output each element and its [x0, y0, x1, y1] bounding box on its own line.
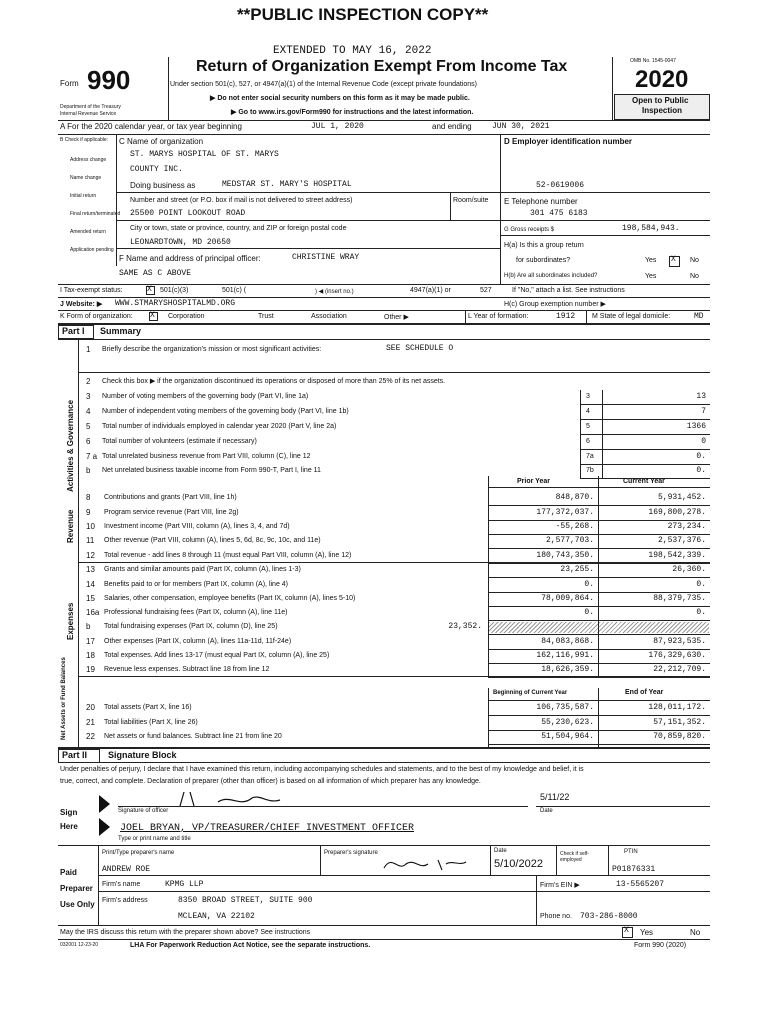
inspection: Inspection	[642, 106, 683, 115]
ein-value: 52-0619006	[536, 181, 585, 190]
b-item: Initial return	[70, 193, 97, 199]
gov-line-label: Total number of individuals employed in calendar year 2020 (Part V, line 2a)	[102, 423, 337, 430]
net-col-left	[488, 688, 489, 747]
gov-line-value: 0.	[696, 466, 706, 475]
fin-col-left	[488, 476, 489, 676]
net-line-label: Total liabilities (Part X, line 26)	[104, 719, 198, 726]
i-501c3-mark: X	[147, 285, 152, 294]
l-year: 1912	[556, 312, 576, 321]
i-insert: ) ◀ (insert no.)	[315, 289, 354, 295]
fin-line-label: Grants and similar amounts paid (Part IX, column (A), lines 1-3)	[104, 566, 301, 573]
e-label: E Telephone number	[504, 197, 578, 206]
fin-prior-value: 848,870.	[555, 493, 594, 502]
gov-line-value: 13	[696, 392, 706, 401]
fin-line-rule	[488, 649, 710, 650]
g-label: G Gross receipts $	[504, 227, 555, 233]
gov-key-col	[580, 390, 581, 478]
line-1-value: SEE SCHEDULE O	[386, 344, 454, 353]
dba-label: Doing business as	[130, 181, 196, 190]
fin-current-value: 273,234.	[667, 522, 706, 531]
fin-line-rule	[488, 520, 710, 521]
perjury-2: true, correct, and complete. Declaration of preparer (other than officer) is based on all information of which preparer has any knowledge.	[60, 778, 481, 785]
end-date: JUN 30, 2021	[492, 122, 550, 131]
hb-no: No	[690, 273, 699, 280]
firm-addr-2: MCLEAN, VA 22102	[178, 912, 255, 921]
goto-line: ▶ Go to www.irs.gov/Form990 for instructions and the latest information.	[231, 109, 474, 116]
c-label: C Name of organization	[119, 137, 204, 146]
fin-line-rule	[488, 620, 710, 621]
begin-date: JUL 1, 2020	[311, 122, 364, 131]
i-label: I Tax-exempt status:	[60, 287, 123, 294]
ha-no: No	[690, 257, 699, 264]
fin-hatch	[489, 622, 709, 633]
gov-line-num: 4	[86, 407, 91, 416]
footer-code: 032001 12-23-20	[60, 942, 99, 948]
k-corp-mark: X	[150, 311, 155, 320]
gov-line-label: Total unrelated business revenue from Part VIII, column (C), line 12	[102, 453, 311, 460]
prep-date: 5/10/2022	[494, 858, 543, 870]
net-current-value: 128,011,172.	[648, 703, 706, 712]
line-a-label: A For the 2020 calendar year, or tax year beginning	[60, 122, 242, 131]
beg-year-header: Beginning of Current Year	[493, 690, 568, 696]
fin-current-value: 87,923,535.	[653, 637, 706, 646]
fin-prior-value: 84,083,868.	[541, 637, 594, 646]
gov-line-label: Number of voting members of the governing body (Part VI, line 1a)	[102, 393, 309, 400]
ha-sub: for subordinates?	[516, 257, 571, 264]
fin-line-rule	[488, 663, 710, 664]
fin-current-value: 169,800,278.	[648, 508, 706, 517]
ha-no-mark: X	[671, 255, 676, 264]
fin-line-label: Total revenue - add lines 8 through 11 (must equal Part VIII, column (A), line 12)	[104, 552, 352, 559]
firm-ein-label: Firm's EIN ▶	[540, 882, 580, 889]
fin-current-value: 0.	[696, 608, 706, 617]
fin-line-rule	[488, 592, 710, 593]
line-2-num: 2	[86, 377, 91, 386]
prep-name-label: Print/Type preparer's name	[102, 850, 175, 856]
fin-current-value: 88,379,735.	[653, 594, 706, 603]
fin-line-num: 12	[86, 551, 95, 560]
discuss-label: May the IRS discuss this return with the preparer shown above? See instructions	[60, 929, 311, 936]
net-current-value: 70,859,820.	[653, 732, 706, 741]
fin-col-mid	[598, 476, 599, 676]
perjury-1: Under penalties of perjury, I declare that I have examined this return, including accompanying schedules and statements, and to the best of my knowledge and belief, it is	[60, 766, 584, 773]
exp-divider	[78, 676, 710, 677]
b-item: Final return/terminated	[70, 211, 121, 217]
fin-line-label: Total fundraising expenses (Part IX, column (D), line 25)	[104, 623, 278, 630]
fin-prior-value: 0.	[584, 608, 594, 617]
city-value: LEONARDTOWN, MD 20650	[130, 238, 231, 247]
preparer-signature	[380, 852, 470, 874]
net-line-label: Total assets (Part X, line 16)	[104, 704, 192, 711]
fin-prior-value: 2,577,703.	[545, 536, 594, 545]
net-line-rule	[488, 730, 710, 731]
net-line-rule	[488, 715, 710, 716]
b-label: B Check if applicable:	[60, 137, 109, 143]
gov-val-col	[602, 390, 603, 478]
net-prior-value: 55,230,623.	[541, 718, 594, 727]
phone-value: 301 475 6183	[530, 209, 588, 218]
fin-line-rule	[488, 563, 710, 564]
part2-label: Part II	[62, 750, 88, 760]
fin-line-num: 19	[86, 665, 95, 674]
gov-line-key: 3	[586, 393, 590, 400]
omb-number: OMB No. 1545-0047	[630, 58, 676, 64]
fin-line-label: Other expenses (Part IX, column (A), lines 11a-11d, 11f-24e)	[104, 638, 292, 645]
phone-label: Phone no.	[540, 913, 572, 920]
side-governance: Activities & Governance	[66, 399, 75, 492]
fin-line-label: Salaries, other compensation, employee benefits (Part IX, column (A), lines 5-10)	[104, 595, 356, 602]
l-label: L Year of formation:	[468, 313, 529, 320]
fin-line-label: Revenue less expenses. Subtract line 18 from line 12	[104, 666, 270, 673]
firm-name: KPMG LLP	[165, 880, 204, 889]
fin-line-num: 8	[86, 493, 91, 502]
form-word: Form	[60, 79, 79, 88]
firm-ein: 13-5565207	[616, 880, 665, 889]
officer-name: CHRISTINE WRAY	[292, 253, 360, 262]
do-not-enter: ▶ Do not enter social security numbers on this form as it may be made public.	[210, 95, 470, 102]
paid-label: Paid	[60, 868, 77, 877]
org-name-2: COUNTY INC.	[130, 165, 183, 174]
fin-line-label: Total expenses. Add lines 13-17 (must equal Part IX, column (A), line 25)	[104, 652, 330, 659]
i-501c3: 501(c)(3)	[160, 287, 189, 294]
firm-phone: 703-286-8000	[580, 912, 638, 921]
current-year-header: Current Year	[623, 478, 665, 485]
fin-line-num: 17	[86, 637, 95, 646]
fin-prior-value: 162,116,991.	[536, 651, 594, 660]
side-revenue: Revenue	[66, 509, 75, 543]
form-title: Return of Organization Exempt From Income Tax	[196, 58, 568, 75]
m-state: MD	[694, 312, 704, 321]
line-1-label: Briefly describe the organization's mission or most significant activities:	[102, 346, 322, 353]
gov-line-rule	[580, 464, 710, 465]
fin-line-label: Contributions and grants (Part VIII, line 1h)	[104, 494, 237, 501]
fin-current-value: 176,329,630.	[648, 651, 706, 660]
fin-line-num: b	[86, 622, 91, 631]
tax-year: 2020	[635, 66, 689, 93]
fin-line-num: 13	[86, 565, 95, 574]
gov-line-key: 4	[586, 408, 590, 415]
hc-label: H(c) Group exemption number ▶	[504, 301, 606, 308]
here-label: Here	[60, 822, 78, 831]
preparer-label: Preparer	[60, 884, 93, 893]
fin-line-rule	[488, 548, 710, 549]
fin-prior-value: 177,372,037.	[536, 508, 594, 517]
gov-line-value: 0.	[696, 452, 706, 461]
d-label: D Employer identification number	[504, 137, 633, 146]
part1-label: Part I	[62, 326, 85, 336]
fin-current-value: 26,360.	[672, 565, 706, 574]
f-label: F Name and address of principal officer:	[119, 254, 261, 263]
ha-yes: Yes	[645, 257, 657, 264]
net-prior-value: 106,735,587.	[536, 703, 594, 712]
sig-officer-label: Signature of officer	[118, 808, 169, 814]
b-item: Application pending	[70, 247, 114, 253]
dept-1: Department of the Treasury	[60, 104, 121, 110]
net-line-num: 20	[86, 703, 95, 712]
sign-label: Sign	[60, 808, 78, 817]
fin-line-label: Investment income (Part VIII, column (A), lines 3, 4, and 7d)	[104, 523, 290, 530]
and-ending: and ending	[432, 122, 472, 131]
line-1-num: 1	[86, 345, 91, 354]
fin-line-rule	[488, 505, 710, 506]
fin-line-num: 14	[86, 580, 95, 589]
gov-line-rule	[580, 449, 710, 450]
gov-line-value: 1366	[686, 422, 706, 431]
ha-label: H(a) Is this a group return	[504, 242, 584, 249]
hb-note: If "No," attach a list. See instructions	[512, 287, 625, 294]
ptin-value: P01876331	[612, 865, 656, 874]
gov-line-key: 7a	[586, 453, 594, 460]
fund-16b-value: 23,352.	[448, 622, 482, 631]
gov-line-rule	[580, 434, 710, 435]
fin-line-num: 11	[86, 536, 95, 545]
dba-value: MEDSTAR ST. MARY'S HOSPITAL	[222, 180, 352, 189]
net-line-num: 22	[86, 732, 95, 741]
k-label: K Form of organization:	[60, 313, 133, 320]
rev-divider	[78, 562, 710, 563]
fin-line-label: Professional fundraising fees (Part IX, column (A), line 11e)	[104, 609, 288, 616]
street-value: 25500 POINT LOOKOUT ROAD	[130, 209, 246, 218]
fin-line-num: 15	[86, 594, 95, 603]
fin-line-rule	[488, 677, 710, 678]
part2-title: Signature Block	[108, 750, 177, 760]
fin-current-value: 198,542,339.	[648, 551, 706, 560]
k-corp: Corporation	[168, 313, 205, 320]
fin-line-label: Benefits paid to or for members (Part IX, column (A), line 4)	[104, 581, 289, 588]
gov-line-key: 7b	[586, 467, 594, 474]
use-only-label: Use Only	[60, 900, 95, 909]
gov-line-num: b	[86, 466, 91, 475]
gov-line-rule	[580, 404, 710, 405]
dept-2: Internal Revenue Service	[60, 111, 117, 117]
net-current-value: 57,151,352.	[653, 718, 706, 727]
net-col-mid	[598, 688, 599, 747]
hb-label: H(b) Are all subordinates included?	[504, 273, 598, 279]
fin-line-rule	[488, 577, 710, 578]
b-item: Amended return	[70, 229, 106, 235]
fin-line-num: 18	[86, 651, 95, 660]
fin-prior-value: 23,255.	[560, 565, 594, 574]
fin-current-value: 0.	[696, 580, 706, 589]
net-line-label: Net assets or fund balances. Subtract line 21 from line 20	[104, 733, 282, 740]
gross-receipts: 198,584,943.	[622, 224, 680, 233]
fin-prior-value: -55,268.	[555, 522, 594, 531]
room-label: Room/suite	[453, 197, 489, 204]
footer-lha: LHA For Paperwork Reduction Act Notice, see the separate instructions.	[130, 942, 371, 949]
fin-prior-value: 78,009,864.	[541, 594, 594, 603]
fin-line-num: 10	[86, 522, 95, 531]
net-header-rule	[488, 700, 710, 701]
officer-address: SAME AS C ABOVE	[119, 269, 192, 278]
prep-date-label: Date	[494, 848, 507, 854]
net-line-rule	[488, 744, 710, 745]
b-item: Name change	[70, 175, 102, 181]
i-501c: 501(c) (	[222, 287, 247, 294]
fin-prior-value: 18,626,359.	[541, 665, 594, 674]
city-label: City or town, state or province, country, and ZIP or foreign postal code	[130, 225, 347, 232]
gov-line-num: 5	[86, 422, 91, 431]
j-label: J Website: ▶	[60, 301, 103, 308]
fin-line-rule	[488, 634, 710, 635]
fin-line-label: Program service revenue (Part VIII, line 2g)	[104, 509, 239, 516]
form-number: 990	[87, 65, 131, 95]
website[interactable]: WWW.STMARYSHOSPITALMD.ORG	[115, 299, 236, 308]
fin-line-num: 9	[86, 508, 91, 517]
discuss-yes-mark: X	[624, 926, 629, 935]
sign-arrow-icon	[99, 795, 110, 813]
firm-name-label: Firm's name	[102, 881, 141, 888]
b-item: Address change	[70, 157, 107, 163]
gov-line-label: Total number of volunteers (estimate if necessary)	[102, 438, 257, 445]
prep-sig-label: Preparer's signature	[324, 850, 378, 856]
under-section: Under section 501(c), 527, or 4947(a)(1) of the Internal Revenue Code (except private foundations)	[170, 81, 478, 88]
gov-line-num: 6	[86, 437, 91, 446]
ptin-label: PTIN	[624, 849, 638, 855]
footer-form: Form 990 (2020)	[634, 942, 687, 949]
part1-title: Summary	[100, 326, 142, 336]
i-4947: 4947(a)(1) or	[410, 287, 451, 294]
k-other: Other ▶	[384, 314, 409, 321]
sig-date: 5/11/22	[540, 792, 570, 802]
gov-line-value: 7	[701, 407, 706, 416]
net-line-num: 21	[86, 718, 95, 727]
prior-year-header: Prior Year	[517, 478, 550, 485]
open-public: Open to Public	[632, 96, 689, 105]
check-self-label: Check if self-employed	[560, 851, 589, 863]
k-assoc: Association	[311, 313, 347, 320]
page-title: **PUBLIC INSPECTION COPY**	[237, 5, 489, 24]
prep-name: ANDREW ROE	[102, 865, 151, 874]
side-expenses: Expenses	[66, 602, 75, 640]
firm-addr-1: 8350 BROAD STREET, SUITE 900	[178, 896, 313, 905]
fin-line-label: Other revenue (Part VIII, column (A), lines 5, 6d, 8c, 9c, 10c, and 11e)	[104, 537, 321, 544]
gov-line-num: 3	[86, 392, 91, 401]
net-prior-value: 51,504,964.	[541, 732, 594, 741]
fin-current-value: 22,212,709.	[653, 665, 706, 674]
gov-line-value: 0	[701, 437, 706, 446]
firm-addr-label: Firm's address	[102, 897, 148, 904]
gov-line-key: 6	[586, 438, 590, 445]
officer-title: JOEL BRYAN, VP/TREASURER/CHIEF INVESTMENT OFFICER	[120, 823, 415, 834]
extended-note: EXTENDED TO MAY 16, 2022	[273, 45, 432, 57]
fin-line-rule	[488, 534, 710, 535]
fin-current-value: 5,931,452.	[657, 493, 706, 502]
gov-line-label: Number of independent voting members of the governing body (Part VI, line 1b)	[102, 408, 349, 415]
m-label: M State of legal domicile:	[592, 313, 671, 320]
discuss-yes: Yes	[640, 928, 654, 937]
end-year-header: End of Year	[625, 689, 664, 696]
discuss-no: No	[690, 928, 701, 937]
fin-current-value: 2,537,376.	[657, 536, 706, 545]
side-net-assets: Net Assets or Fund Balances	[61, 657, 67, 740]
k-trust: Trust	[258, 313, 274, 320]
type-name-label: Type or print name and title	[118, 836, 191, 842]
street-label: Number and street (or P.O. box if mail is not delivered to street address)	[130, 197, 353, 204]
fin-prior-value: 0.	[584, 580, 594, 589]
fin-line-rule	[488, 606, 710, 607]
org-name-1: ST. MARYS HOSPITAL OF ST. MARYS	[130, 150, 279, 159]
gov-line-num: 7 a	[86, 452, 98, 461]
i-527: 527	[480, 287, 492, 294]
fin-line-num: 16a	[86, 608, 100, 617]
date-label: Date	[540, 808, 553, 814]
gov-line-rule	[580, 419, 710, 420]
line-2-label: Check this box ▶ if the organization discontinued its operations or disposed of more than 25% of its net assets.	[102, 378, 446, 385]
sign-arrow-icon	[99, 818, 110, 836]
hb-yes: Yes	[645, 273, 657, 280]
gov-line-label: Net unrelated business taxable income from Form 990-T, Part I, line 11	[102, 467, 321, 474]
gov-line-key: 5	[586, 423, 590, 430]
fin-prior-value: 180,743,350.	[536, 551, 594, 560]
